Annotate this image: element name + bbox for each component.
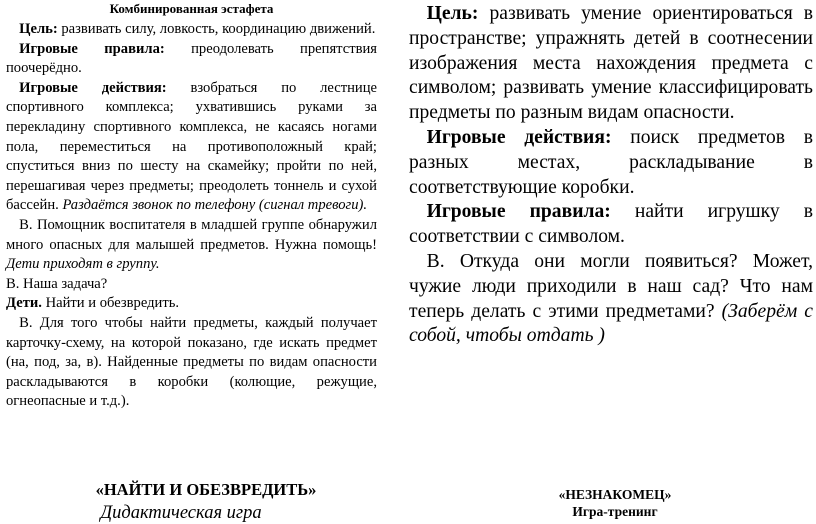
dialog-paragraph-3	[6, 294, 377, 314]
dialog-1-text: В. Помощник воспитателя в младшей группе обнаружил много опасных для малышей предметов. Нужна помощь!	[6, 216, 377, 253]
find-dialog-text: В. Откуда они могли появиться? Может, чужие люди приходили в наш сад? Что нам теперь делать с этими предметами?	[409, 250, 813, 322]
relay-actions-text: взобраться по лестнице спортивного комплекса; ухватившись руками за перекладину спортивного комплекса, не касаясь ногами пола, переместиться на противоположный край; спуститься вниз по шесту на скамейку; пройти по ней, перешагивая через предметы; преодолеть тоннель и сухой бассейн.	[6, 79, 377, 214]
game-subtitle-training: Игра-тренинг	[572, 504, 658, 519]
relay-rules-label: Игровые правила:	[19, 40, 165, 57]
dialog-3-text: Найти и обезвредить.	[45, 295, 180, 312]
find-goal	[409, 2, 813, 126]
find-dialog	[409, 250, 813, 349]
right-body	[409, 2, 813, 349]
relay-actions	[6, 79, 377, 216]
game-title-stranger: «НЕЗНАКОМЕЦ»	[558, 487, 672, 502]
relay-actions-note: Раздаётся звонок по телефону (сигнал тревоги).	[62, 197, 368, 214]
relay-goal	[6, 20, 377, 40]
game-subtitle-didactic: Дидактическая игра	[100, 503, 262, 523]
relay-actions-label: Игровые действия:	[19, 79, 167, 96]
dialog-paragraph-1	[6, 216, 377, 275]
dialog-3-label: Дети.	[6, 295, 42, 312]
find-goal-label: Цель:	[426, 3, 479, 24]
find-rules-label: Игровые правила:	[426, 201, 611, 223]
find-actions-label: Игровые действия:	[426, 126, 612, 148]
relay-goal-label: Цель:	[19, 21, 58, 37]
find-goal-text: развивать умение ориентироваться в пространстве; упражнять детей в соотнесении изображения места нахождения предмета с символом; развивать умение классифицировать предметы по разным видам опасности.	[409, 3, 813, 124]
dialog-1-note: Дети приходят в группу.	[6, 256, 160, 273]
left-body	[6, 20, 377, 412]
dialog-paragraph-4: В. Для того чтобы найти предметы, каждый получает карточку-схему, на которой показано, где искать предмет (на, под, за, в). Найденные предметы по видам опасности раскладываются в коробки (колющие, режущие, огнеопасные и т.д.).	[6, 314, 377, 410]
find-rules	[409, 200, 813, 250]
find-actions-text: поиск предметов в разных местах, раскладывание в соответствующие коробки.	[409, 126, 813, 198]
relay-goal-text: развивать силу, ловкость, координацию движений.	[61, 21, 376, 37]
relay-rules-text: преодолевать препятствия поочерёдно.	[6, 40, 377, 77]
find-rules-text: найти игрушку в соответствии с символом.	[409, 201, 813, 248]
dialog-paragraph-2: В. Наша задача?	[6, 275, 108, 292]
relay-rules	[6, 40, 377, 79]
find-actions	[409, 126, 813, 200]
game-title-find: «НАЙТИ И ОБЕЗВРЕДИТЬ»	[95, 480, 317, 499]
relay-heading: Комбинированная эстафета	[109, 1, 274, 16]
find-dialog-note: (Заберём с собой, чтобы отдать )	[409, 300, 813, 347]
